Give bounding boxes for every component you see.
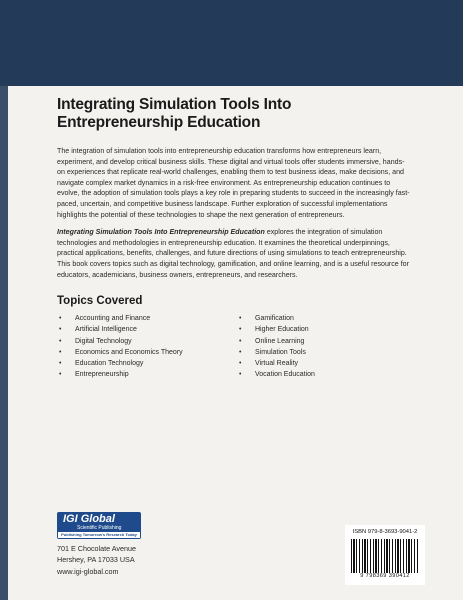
publisher-logo	[57, 512, 141, 539]
topics-list	[57, 313, 417, 380]
topics-heading: Topics Covered	[57, 295, 143, 308]
title-line-1: Integrating Simulation Tools Into	[57, 96, 292, 113]
topic-item: • Entrepreneurship	[57, 369, 237, 380]
topic-item: • Online Learning	[237, 336, 417, 347]
topics-column-2	[237, 313, 417, 380]
topic-item: • Education Technology	[57, 358, 237, 369]
publisher-website: www.igi-global.com	[57, 566, 119, 576]
topic-item: • Accounting and Finance	[57, 313, 237, 324]
cover-content	[57, 96, 412, 380]
topic-item: • Gamification	[237, 313, 417, 324]
topic-item: • Higher Education	[237, 324, 417, 335]
isbn-text: ISBN 979-8-3693-9041-2	[352, 529, 418, 535]
logo-subtitle: Scientific Publishing	[77, 525, 122, 531]
logo-tagline: Publishing Tomorrow's Research Today	[58, 532, 140, 538]
publisher-block	[57, 512, 197, 577]
topics-column-1	[57, 313, 237, 380]
book-title-inline: Integrating Simulation Tools Into Entrepreneurship Education	[57, 228, 265, 237]
spine-edge	[0, 86, 8, 600]
topic-item: • Artificial Intelligence	[57, 324, 237, 335]
description-paragraph-2	[57, 227, 412, 280]
book-title	[57, 96, 412, 132]
topic-item: • Digital Technology	[57, 336, 237, 347]
barcode-number: 9 798369 390412	[360, 573, 410, 579]
publisher-address-line-2: Hershey, PA 17033 USA	[57, 555, 135, 565]
description-paragraph-1: The integration of simulation tools into entrepreneurship education transforms how entrepreneurs learn, experiment, and develop critical business skills. These digital and virtual tools offer students immersive, hands-on experiences that replicate real-world challenges, enabling them to test business ideas, make decisions, and navigate complex market dynamics in a risk-free environment. As entrepreneurship education continues to evolve, the adoption of simulation tools plays a key role in preparing students to succeed in the increasingly fast-paced, uncertain, and competitive business landscape. Further exploration of successful implementations highlights the potential of these technologies to shape the next generation of entrepreneurs.	[57, 147, 410, 219]
publisher-address-line-1: 701 E Chocolate Avenue	[57, 544, 136, 553]
topic-item: • Vocation Education	[237, 369, 417, 380]
topic-item: • Simulation Tools	[237, 347, 417, 358]
topic-item: • Virtual Reality	[237, 358, 417, 369]
topic-item: • Economics and Economics Theory	[57, 347, 237, 358]
isbn-barcode	[345, 525, 425, 585]
top-color-band	[0, 0, 463, 86]
barcode-icon	[351, 539, 419, 573]
logo-name: IGI Global	[63, 513, 115, 525]
description-paragraph-2-text: explores the integration of simulation technologies and methodologies in entrepreneurship education. It examines the theoretical underpinnings, practical applications, benefits, challenges, and future directions of using simulations to teach entrepreneurship. This book covers topics such as digital technology, gamification, and online learning, and is a useful resource for educators, academicians, business owners, entrepreneurs, and researchers.	[57, 228, 409, 279]
title-line-2: Entrepreneurship Education	[57, 114, 261, 131]
